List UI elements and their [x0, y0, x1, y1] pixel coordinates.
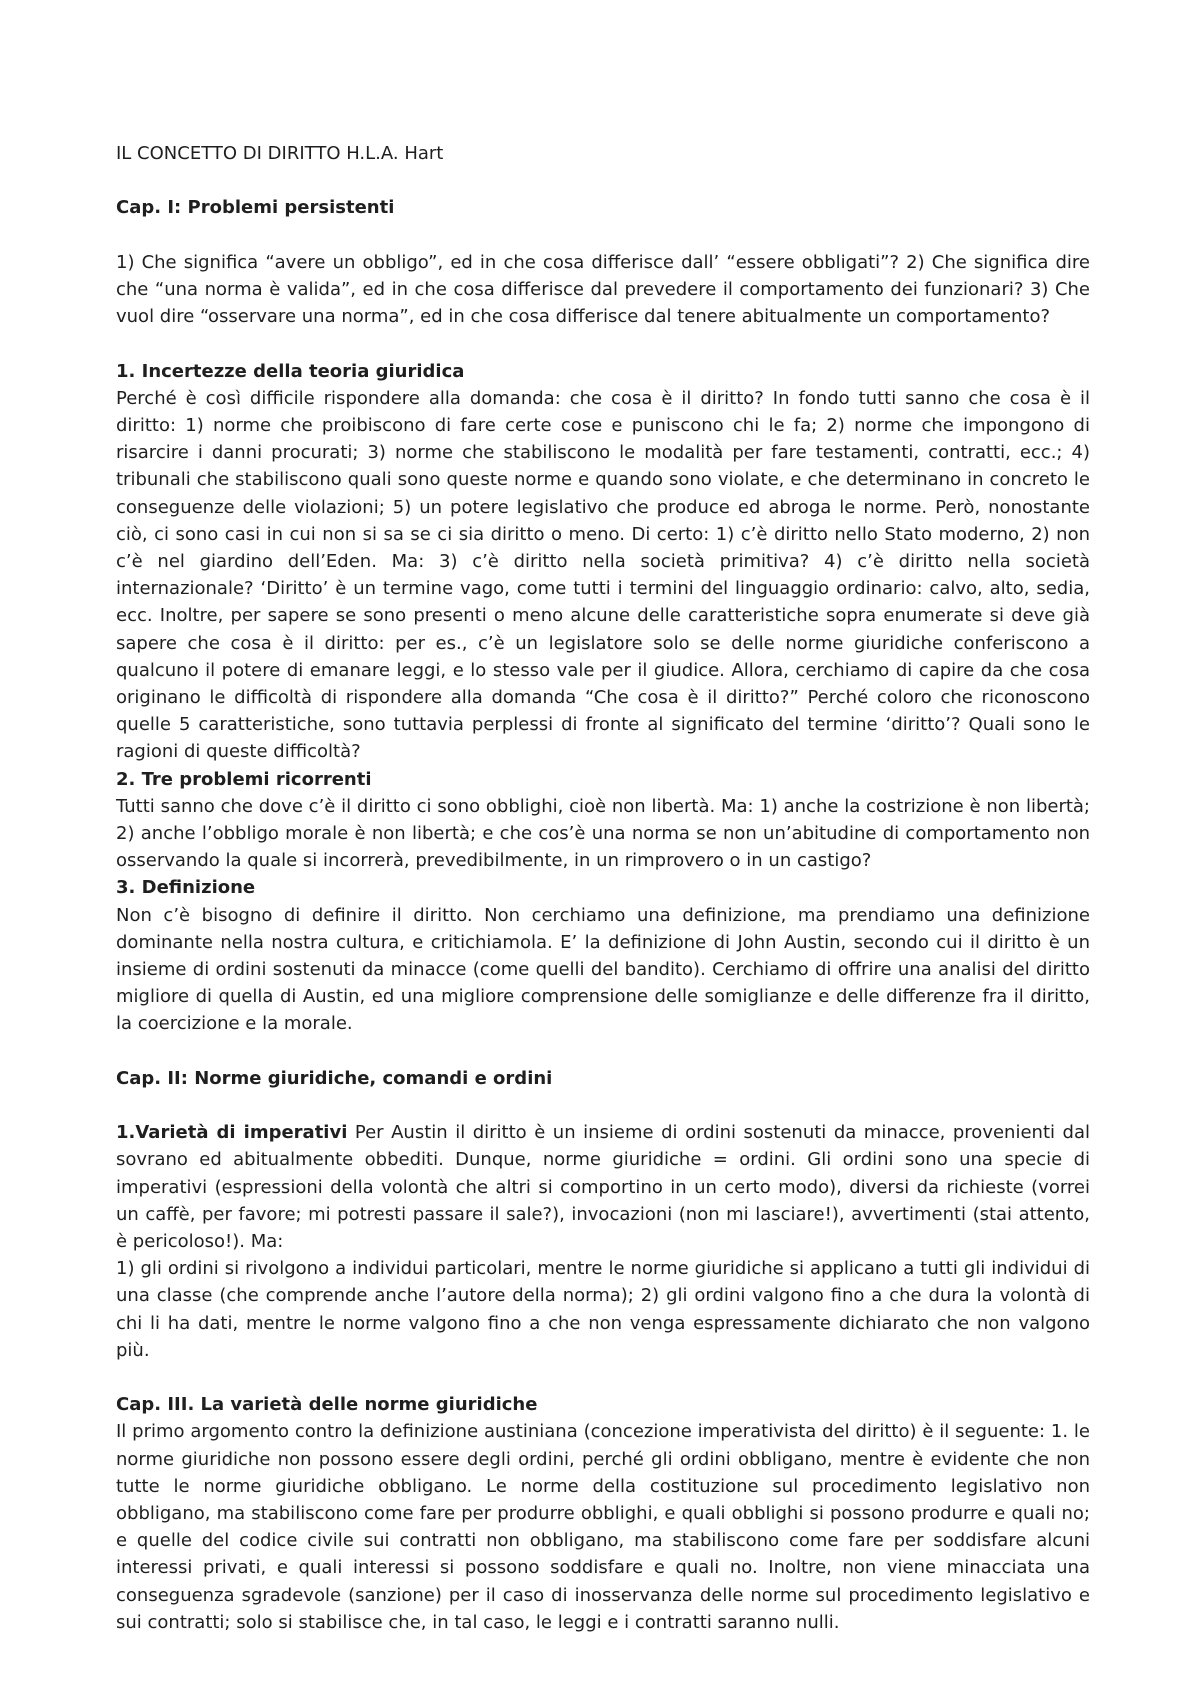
section-1-body: Perché è così difficile rispondere alla domanda: che cosa è il diritto? In fondo tutti sanno che cosa è il diritto: 1) norme che proibiscono di fare certe cose e puniscono chi le fa; 2) norme che impongono di risarcire i danni procurati; 3) norme che stabiliscono le modalità per fare testamenti, contratti, ecc.; 4) tribunali che stabiliscono quali sono queste norme e quando sono violate, e che determinano in concreto le conseguenze delle violazioni; 5) un potere legislativo che produce ed abroga le norme. Però, nonostante ciò, ci sono casi in cui non si sa se ci sia diritto o meno. Di certo: 1) c’è diritto nello Stato moderno, 2) non c’è nel giardino dell’Eden. Ma: 3) c’è diritto nella società primitiva? 4) c’è diritto nella società internazionale? ‘Diritto’ è un termine vago, come tutti i termini del linguaggio ordinario: calvo, alto, sedia, ecc. Inoltre, per sapere se sono presenti o meno alcune delle caratteristiche sopra enumerate si deve già sapere che cosa è il diritto: per es., c’è un legislatore solo se delle norme giuridiche conferiscono a qualcuno il potere di emanare leggi, e lo stesso vale per il giudice. Allora, cerchiamo di capire da che cosa originano le difficoltà di rispondere alla domanda “Che cosa è il diritto?” Perché coloro che riconoscono quelle 5 caratteristiche, sono tuttavia perplessi di fronte al significato del termine ‘diritto’? Quali sono le ragioni di queste difficoltà? [116, 387, 1090, 763]
chapter-2-section-1-body: Per Austin il diritto è un insieme di ordini sostenuti da minacce, provenienti dal sovrano ed abitualmente obbediti. Dunque, norme giuridiche = ordini. Gli ordini sono una specie di imperativi (espressioni della volontà che altri si comportino in un certo modo), diversi da richieste (vorrei un caffè, per favore; mi potresti passare il sale?), invocazioni (non mi lasciare!), avvertimenti (stai attento, è pericoloso!). Ma: [116, 1122, 1090, 1253]
chapter-3-body: Il primo argomento contro la definizione austiniana (concezione imperativista del diritto) è il seguente: 1. le norme giuridiche non possono essere degli ordini, perché gli ordini obbligano, mentre è evidente che non tutte le norme giuridiche obbligano. Le norme della costituzione sul procedimento legislativo non obbligano, ma stabiliscono come fare per produrre obblighi, e quali obblighi si possono produrre e quali no; e quelle del codice civile sui contratti non obbligano, ma stabiliscono come fare per soddisfare alcuni interessi privati, e quali interessi si possono soddisfare e quali no. Inoltre, non viene minacciata una conseguenza sgradevole (sanzione) per il caso di inosservanza delle norme sul procedimento legislativo e sui contratti; solo si stabilisce che, in tal caso, le leggi e i contratti saranno nulli. [116, 1421, 1090, 1633]
section-2-body: Tutti sanno che dove c’è il diritto ci sono obblighi, cioè non libertà. Ma: 1) anche la costrizione è non libertà; 2) anche l’obbligo morale è non libertà; e che cos’è una norma se non un’abitudine di comportamento non osservando la quale si incorrerà, prevedibilmente, in un rimprovero o in un castigo? [116, 795, 1090, 872]
document-page [116, 140, 1090, 1636]
chapter-2-section-1 [116, 1119, 1090, 1255]
chapter-2-heading: Cap. II: Norme giuridiche, comandi e ordini [116, 1067, 553, 1089]
section-3-heading: 3. Definizione [116, 877, 256, 899]
section-1-heading: 1. Incertezze della teoria giuridica [116, 360, 465, 382]
chapter-2-section-1-lead: 1.Varietà di imperativi [116, 1122, 348, 1144]
document-title: IL CONCETTO DI DIRITTO H.L.A. Hart [116, 143, 444, 164]
chapter-1-heading: Cap. I: Problemi persistenti [116, 197, 395, 219]
section-2-heading: 2. Tre problemi ricorrenti [116, 768, 372, 790]
chapter-3-heading: Cap. III. La varietà delle norme giuridiche [116, 1394, 538, 1416]
chapter-2-section-1-body-2: 1) gli ordini si rivolgono a individui particolari, mentre le norme giuridiche si applicano a tutti gli individui di una classe (che comprende anche l’autore della norma); 2) gli ordini valgono fino a che dura la volontà di chi li ha dati, mentre le norme valgono fino a che non venga espressamente dichiarato che non valgono più. [116, 1258, 1090, 1361]
chapter-1-intro: 1) Che significa “avere un obbligo”, ed in che cosa differisce dall’ “essere obbligati”? 2) Che significa dire che “una norma è valida”, ed in che cosa differisce dal prevedere il comportamento dei funzionari? 3) Che vuol dire “osservare una norma”, ed in che cosa differisce dal tenere abitualmente un comportamento? [116, 251, 1090, 328]
section-3-body: Non c’è bisogno di definire il diritto. Non cerchiamo una definizione, ma prendiamo una definizione dominante nella nostra cultura, e critichiamola. E’ la definizione di John Austin, secondo cui il diritto è un insieme di ordini sostenuti da minacce (come quelli del bandito). Cerchiamo di offrire una analisi del diritto migliore di quella di Austin, ed una migliore comprensione delle somiglianze e delle differenze fra il diritto, la coercizione e la morale. [116, 904, 1090, 1035]
